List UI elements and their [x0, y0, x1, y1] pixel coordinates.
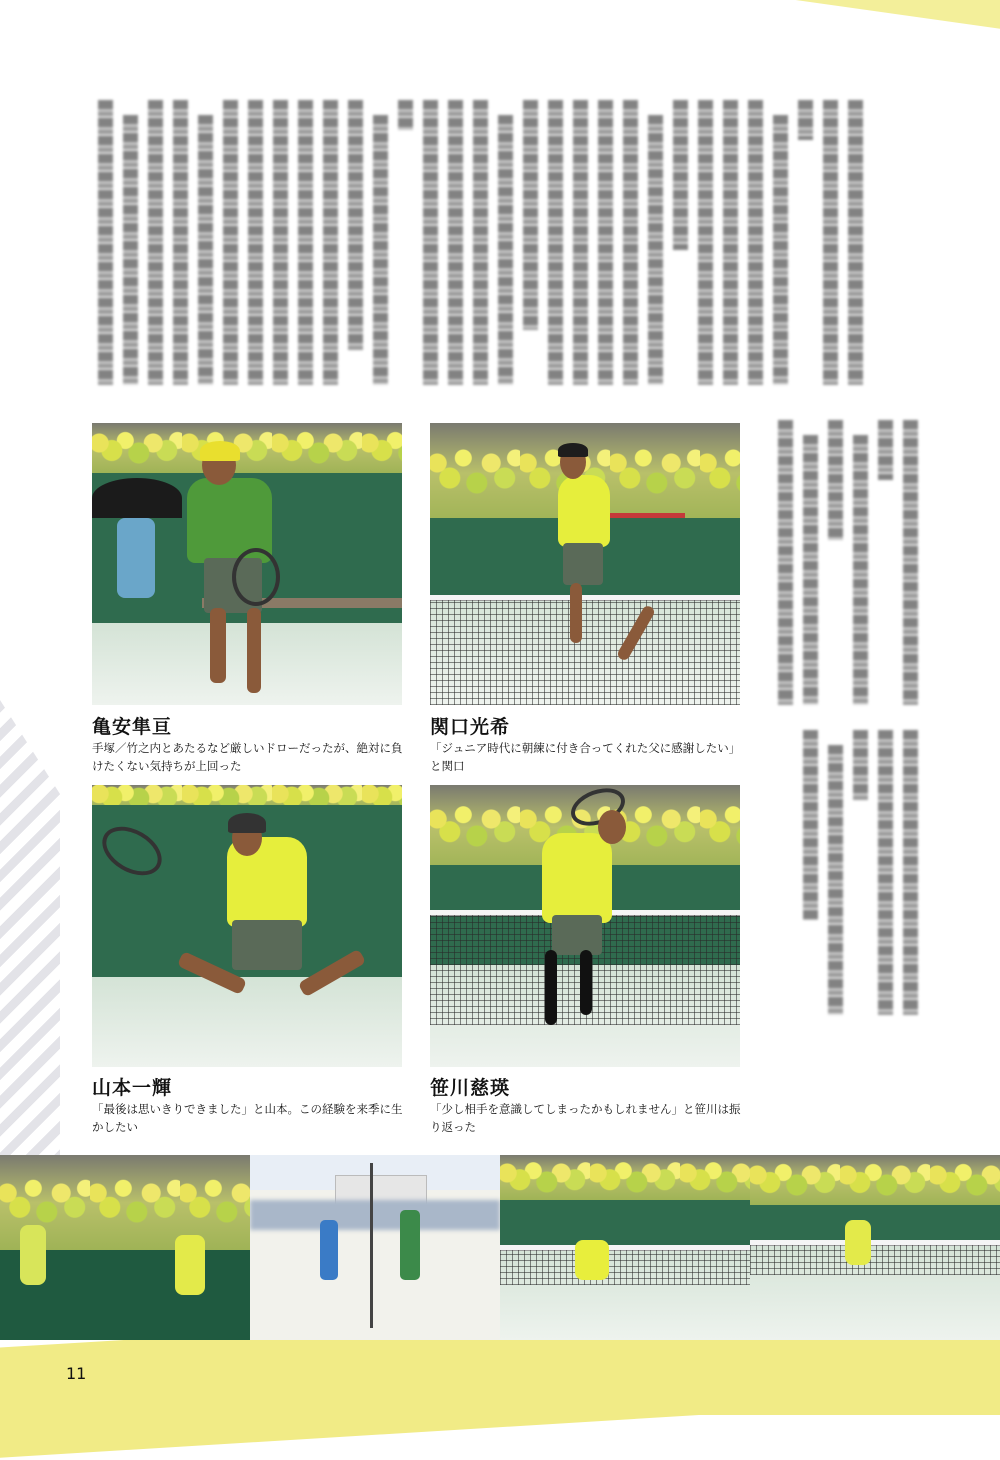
- text-column: [523, 100, 538, 330]
- photo-strip-3: [500, 1155, 750, 1340]
- text-column: [248, 100, 263, 385]
- photo-strip-4: [750, 1155, 1000, 1340]
- text-column: [148, 100, 163, 385]
- text-column: [348, 100, 363, 350]
- text-column: [853, 435, 868, 705]
- text-column: [903, 730, 918, 1015]
- text-column: [823, 100, 838, 385]
- player-name: 笹川慈瑛: [430, 1077, 511, 1099]
- text-column: [778, 420, 793, 705]
- diagonal-stripe-decoration: [0, 700, 60, 1170]
- text-column: [803, 435, 818, 705]
- text-column: [598, 100, 613, 385]
- player-name: 関口光希: [430, 716, 511, 738]
- text-column: [273, 100, 288, 385]
- text-column: [498, 115, 513, 385]
- photo-player-2: [430, 423, 740, 705]
- photo-player-3: [92, 785, 402, 1067]
- text-column: [748, 100, 763, 385]
- text-column: [173, 100, 188, 385]
- text-column: [573, 100, 588, 385]
- photo-player-1: [92, 423, 402, 705]
- text-column: [798, 100, 813, 140]
- text-column: [878, 420, 893, 480]
- photo-strip-2: [250, 1155, 500, 1340]
- photo-caption: 「ジュニア時代に朝練に付き合ってくれた父に感謝したい」と関口: [430, 741, 741, 773]
- text-column: [98, 100, 113, 385]
- text-column: [848, 100, 863, 385]
- text-column: [223, 100, 238, 385]
- text-column: [878, 730, 893, 1015]
- text-column: [673, 100, 688, 250]
- photo-player-4: [430, 785, 740, 1067]
- photo-caption: 手塚／竹之内とあたるなど厳しいドローだったが、絶対に負けたくない気持ちが上回った: [92, 741, 403, 773]
- player-name: 亀安隼亘: [92, 716, 173, 738]
- text-column: [398, 100, 413, 130]
- text-column: [373, 115, 388, 385]
- text-column: [423, 100, 438, 385]
- text-column: [198, 115, 213, 385]
- player-name: 山本一輝: [92, 1077, 173, 1099]
- text-column: [548, 100, 563, 385]
- text-column: [773, 115, 788, 385]
- text-column: [698, 100, 713, 385]
- text-column: [473, 100, 488, 385]
- text-column: [803, 730, 818, 920]
- text-column: [323, 100, 338, 385]
- text-column: [828, 420, 843, 540]
- text-column: [648, 115, 663, 385]
- text-column: [448, 100, 463, 385]
- text-column: [723, 100, 738, 385]
- text-column: [853, 730, 868, 800]
- text-column: [298, 100, 313, 385]
- text-column: [828, 745, 843, 1015]
- top-accent-band: [777, 0, 1000, 42]
- bottom-accent-band-base: [0, 1395, 1000, 1415]
- text-column: [123, 115, 138, 385]
- photo-strip-1: [0, 1155, 250, 1340]
- photo-caption: 「少し相手を意識してしまったかもしれません」と笹川は振り返った: [430, 1102, 741, 1134]
- page-number: 11: [66, 1364, 87, 1383]
- text-column: [623, 100, 638, 385]
- text-column: [903, 420, 918, 705]
- photo-caption: 「最後は思いきりできました」と山本。この経験を来季に生かしたい: [92, 1102, 403, 1134]
